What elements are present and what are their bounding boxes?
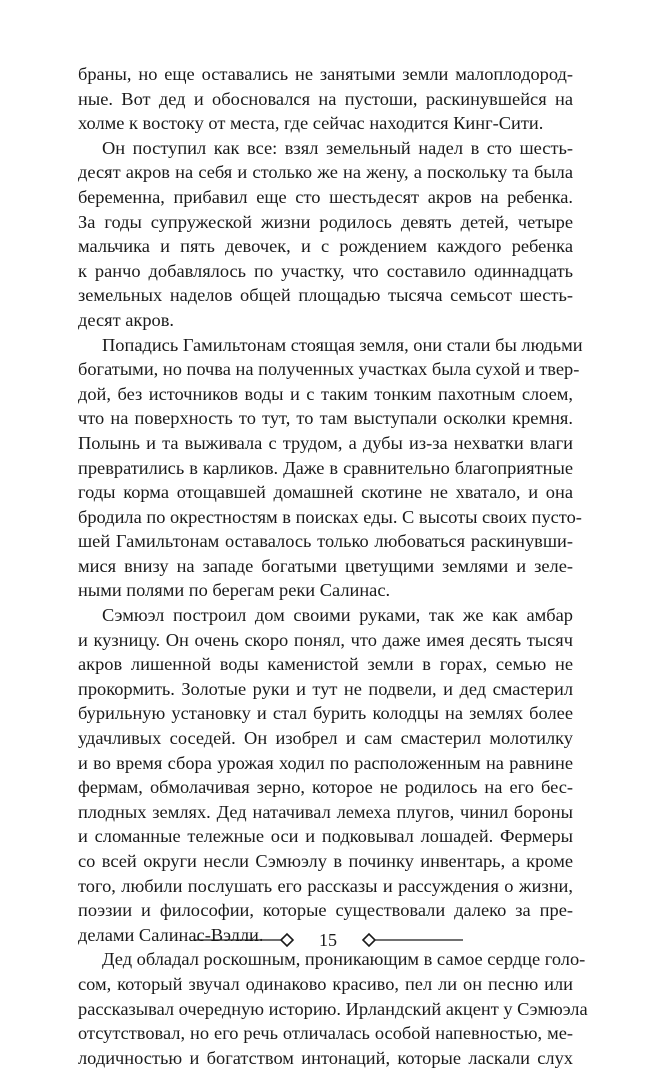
text-line: что на поверхность то тут, то там выступали осколки кремня.: [78, 408, 573, 429]
text-line: десят акров.: [78, 309, 175, 330]
text-line: беременна, прибавил еще сто шестьдесят акров на ребенка.: [78, 186, 573, 207]
text-line: бурильную установку и стал бурить колодцы на землях более: [78, 703, 573, 724]
text-line: лодичностью и богатством интонаций, которые ласкали слух: [78, 1047, 573, 1068]
text-line: За годы супружеской жизни родилось девять детей, четыре: [78, 211, 573, 232]
text-line: плодных землях. Дед натачивал лемеха плугов, чинил бороны: [78, 801, 573, 822]
text-line: Сэмюэл построил дом своими руками, так же как амбар: [102, 605, 573, 626]
text-line: акров лишенной воды каменистой земли в горах, семью не: [78, 654, 573, 675]
text-line: и сломанные тележные оси и подковывал лошадей. Фермеры: [78, 826, 573, 847]
text-line: мальчика и пять девочек, и с рождением каждого ребенка: [78, 236, 573, 257]
text-line: Попадись Гамильтонам стоящая земля, они стали бы людьми: [102, 334, 583, 355]
text-line: земельных наделов общей площадью тысяча семьсот шесть-: [78, 285, 573, 306]
page-footer: [193, 930, 463, 950]
paragraph: [78, 136, 573, 333]
text-line: сом, который звучал одинаково красиво, пел ли он песню или: [78, 973, 573, 994]
text-line: ными полями по берегам реки Салинас.: [78, 580, 391, 601]
text-line: дой, без источников воды и с таким тонким пахотным слоем,: [78, 383, 573, 404]
text-line: и во время сбора урожая ходил по расположенным на равнине: [78, 752, 573, 773]
text-line: со всей округи несли Сэмюэлу в починку инвентарь, а кроме: [78, 851, 573, 871]
page-number: 15: [319, 930, 337, 950]
text-line: Дед обладал роскошным, проникающим в самое сердце голо-: [102, 949, 586, 970]
text-line: поэзии и философии, которые существовали далеко за пре-: [78, 900, 573, 921]
text-line: рассказывал очередную историю. Ирландский акцент у Сэмюэла: [78, 998, 588, 1019]
text-line: десят акров на себя и столько же на жену, а поскольку та была: [78, 162, 573, 183]
text-line: отсутствовал, но его речь отличалась особой напевностью, ме-: [78, 1023, 573, 1044]
text-line: к ранчо добавлялось по участку, что составило одиннадцать: [78, 260, 573, 281]
paragraph: [78, 62, 573, 136]
text-line: и кузницу. Он очень скоро понял, что даже имея десять тысяч: [78, 629, 573, 650]
text-line: удачливых соседей. Он изобрел и сам смастерил молотилку: [78, 728, 573, 749]
text-line: Он поступил как все: взял земельный надел в сто шесть-: [102, 137, 573, 158]
text-line: превратились в карликов. Даже в сравнительно благоприятные: [78, 457, 573, 478]
text-line: того, любили послушать его рассказы и рассуждения о жизни,: [78, 875, 573, 896]
text-line: холме к востоку от места, где сейчас находится Кинг-Сити.: [78, 113, 544, 134]
text-line: фермам, обмолачивая зерно, которое не родилось на его бес-: [78, 777, 573, 798]
paragraph: [78, 947, 588, 1070]
text-line: браны, но еще оставались не занятыми земли малоплодород-: [78, 64, 573, 84]
text-line: Полынь и та выживала с трудом, а дубы из-за нехватки влаги: [78, 432, 573, 453]
text-line: богатыми, но почва на полученных участках была сухой и твер-: [78, 359, 580, 380]
text-line: шей Гамильтонам оставалось только любоваться раскинувши-: [78, 531, 573, 552]
paragraph: [78, 333, 583, 604]
text-line: прокормить. Золотые руки и тут не подвели, и дед смастерил: [78, 678, 573, 699]
text-line: годы корма отощавшей домашней скотине не хватало, и она: [78, 482, 573, 503]
paragraph: [78, 603, 573, 947]
text-line: мися внизу на западе богатыми цветущими землями и зеле-: [78, 555, 573, 576]
body-text: [78, 62, 588, 1070]
text-line: бродила по окрестностям в поисках еды. С высоты своих пусто-: [78, 506, 582, 527]
text-line: ные. Вот дед и обосновался на пустоши, раскинувшейся на: [78, 88, 573, 109]
text-line: делами Салинас-Вэлли.: [78, 924, 264, 945]
